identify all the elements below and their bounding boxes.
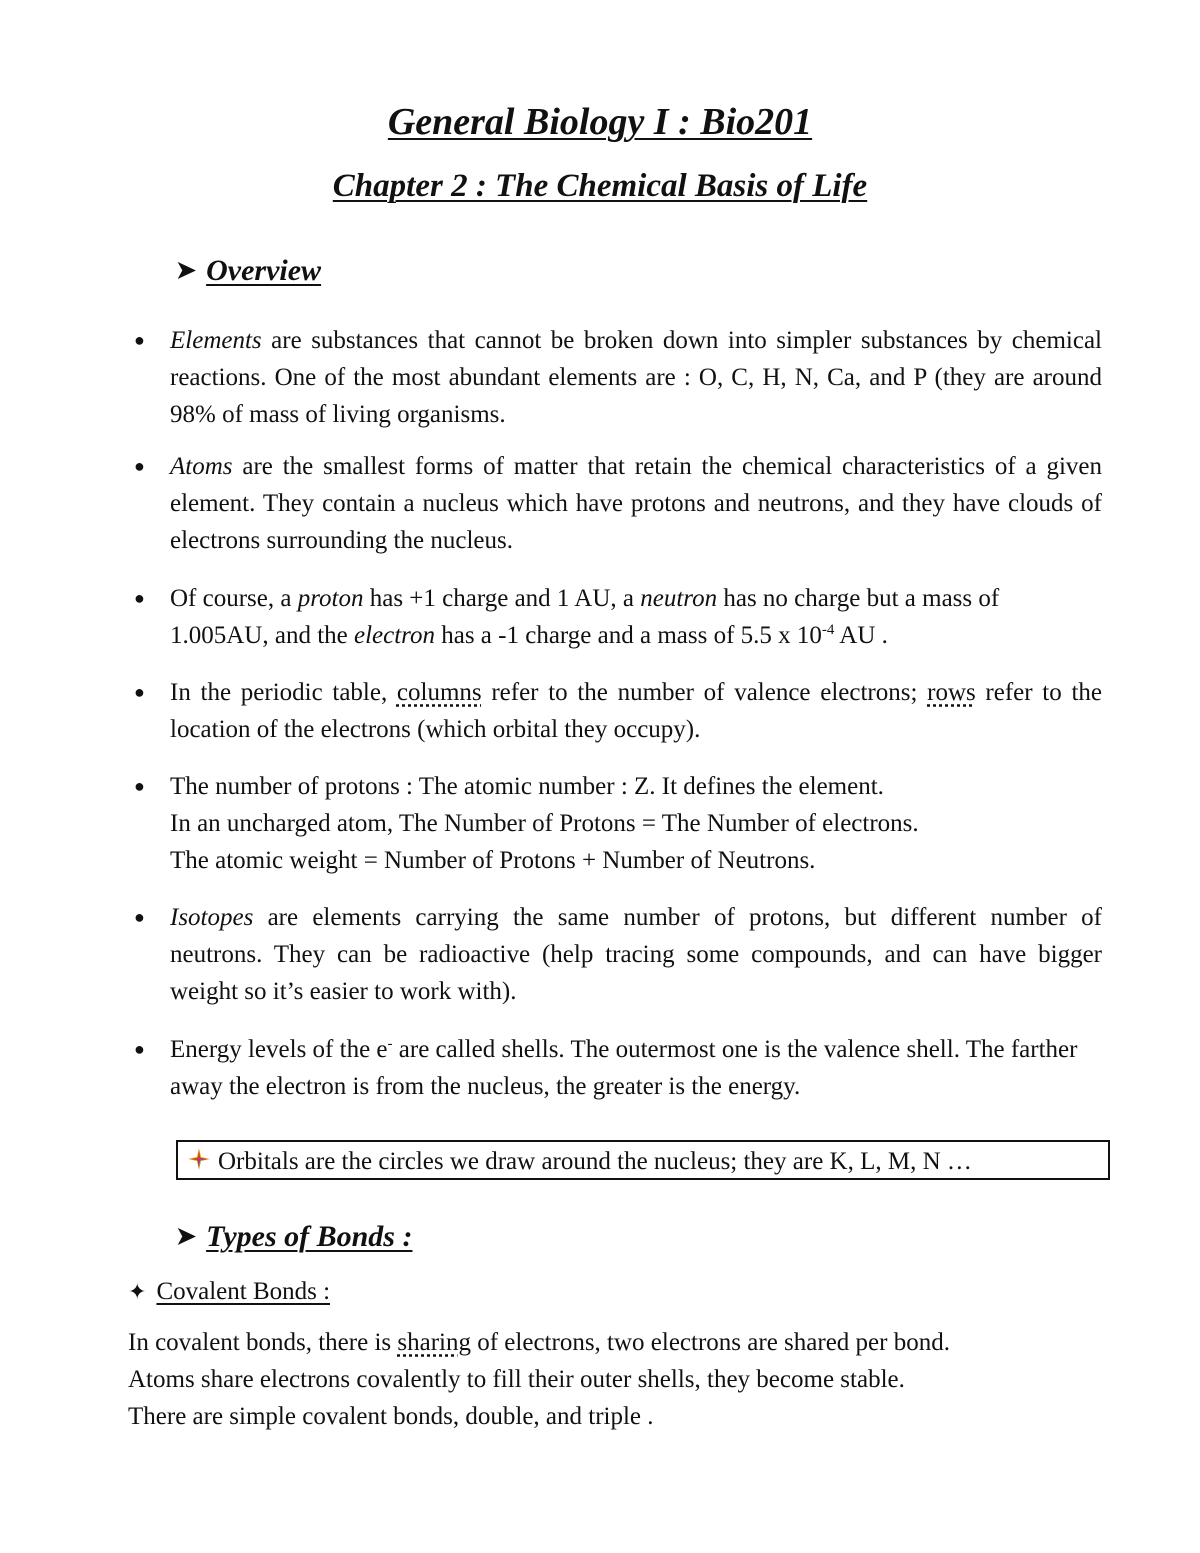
bullet-text: has no charge but a mass of 1.005AU, and the: [170, 585, 1000, 649]
section-heading-bonds: [176, 1220, 412, 1254]
bullet-text: Energy levels of the e: [170, 1036, 388, 1063]
subheading-covalent-bonds: [128, 1278, 330, 1306]
list-item: [134, 580, 1102, 654]
paragraph-line: There are simple covalent bonds, double, and triple .: [128, 1403, 654, 1430]
list-item: [134, 768, 1102, 879]
bullet-line: In an uncharged atom, The Number of Protons = The Number of electrons.: [170, 810, 919, 837]
text-span: of electrons, two electrons are shared per bond.: [470, 1329, 950, 1356]
bullet-text: are elements carrying the same number of protons, but different number of neutrons. They can be radioactive (help tracing some compounds, and can have bigger weight so it’s easier to work with).: [170, 904, 1102, 1005]
list-item: [134, 448, 1102, 559]
section-heading-overview: [176, 254, 321, 288]
bullet-dot-icon: ●: [134, 330, 145, 350]
text-span: In covalent bonds, there is: [128, 1329, 398, 1356]
bullet-dot-icon: ●: [134, 1039, 145, 1059]
paragraph-line: Atoms share electrons covalently to fill their outer shells, they become stable.: [128, 1366, 905, 1393]
term-columns: columns: [396, 679, 482, 706]
orbitals-note-box: [176, 1140, 1110, 1180]
subheading-label: Covalent Bonds :: [156, 1278, 331, 1305]
section-heading-label: Types of Bonds :: [206, 1220, 413, 1253]
bullet-dot-icon: ●: [134, 776, 145, 796]
paragraph-line: [128, 1324, 1128, 1361]
list-item: [134, 1031, 1102, 1105]
term-proton: proton: [297, 585, 364, 612]
term-sharing: sharing: [397, 1329, 471, 1356]
bullet-text: refer to the number of valence electrons;: [481, 679, 928, 706]
bullet-text: are substances that cannot be broken down into simpler substances by chemical reactions. One of the most abundant elements are : O, C, H, N, Ca, and P (they are around 98% of mass of living organisms.: [170, 327, 1102, 428]
term-elements: Elements: [170, 327, 262, 354]
bullet-text: are the smallest forms of matter that retain the chemical characteristics of a given element. They contain a nucleus which have protons and neutrons, and they have clouds of electrons surrounding the nucleus.: [170, 453, 1102, 554]
arrow-bullet-icon: ➤: [176, 258, 197, 284]
term-neutron: neutron: [640, 585, 718, 612]
cross-sparkle-icon: [186, 1146, 212, 1172]
bullet-dot-icon: ●: [134, 588, 145, 608]
term-electron: electron: [354, 622, 435, 649]
arrow-bullet-icon: ➤: [176, 1224, 197, 1250]
list-item: [134, 674, 1102, 748]
star-bullet-icon: ✦: [128, 1279, 147, 1304]
bullet-dot-icon: ●: [134, 682, 145, 702]
bullet-dot-icon: ●: [134, 456, 145, 476]
term-atoms: Atoms: [170, 453, 233, 480]
section-heading-label: Overview: [206, 254, 322, 287]
superscript: -: [387, 1036, 393, 1052]
bullet-text: In the periodic table,: [170, 679, 397, 706]
term-rows: rows: [927, 679, 976, 706]
note-text: Orbitals are the circles we draw around the nucleus; they are K, L, M, N …: [218, 1148, 972, 1175]
bullet-text: has a -1 charge and a mass of 5.5 x 10: [434, 622, 822, 649]
list-item: [134, 899, 1102, 1010]
course-title: General Biology I : Bio201: [387, 101, 813, 143]
chapter-title: Chapter 2 : The Chemical Basis of Life: [332, 168, 868, 204]
bullet-text: Of course, a: [170, 585, 298, 612]
bullet-text: AU .: [834, 622, 888, 649]
bullet-text: refer to the location of the electrons (which orbital they occupy).: [170, 679, 1102, 743]
bullet-line: The atomic weight = Number of Protons + Number of Neutrons.: [170, 847, 816, 874]
term-isotopes: Isotopes: [170, 904, 254, 931]
bullet-dot-icon: ●: [134, 907, 145, 927]
list-item: [134, 322, 1102, 433]
exponent: -4: [821, 622, 835, 638]
bullet-text: are called shells. The outermost one is the valence shell. The farther away the electron is from the nucleus, the greater is the energy.: [170, 1036, 1078, 1100]
bullet-text: has +1 charge and 1 AU, a: [363, 585, 641, 612]
bullet-line: The number of protons : The atomic number : Z. It defines the element.: [170, 773, 884, 800]
